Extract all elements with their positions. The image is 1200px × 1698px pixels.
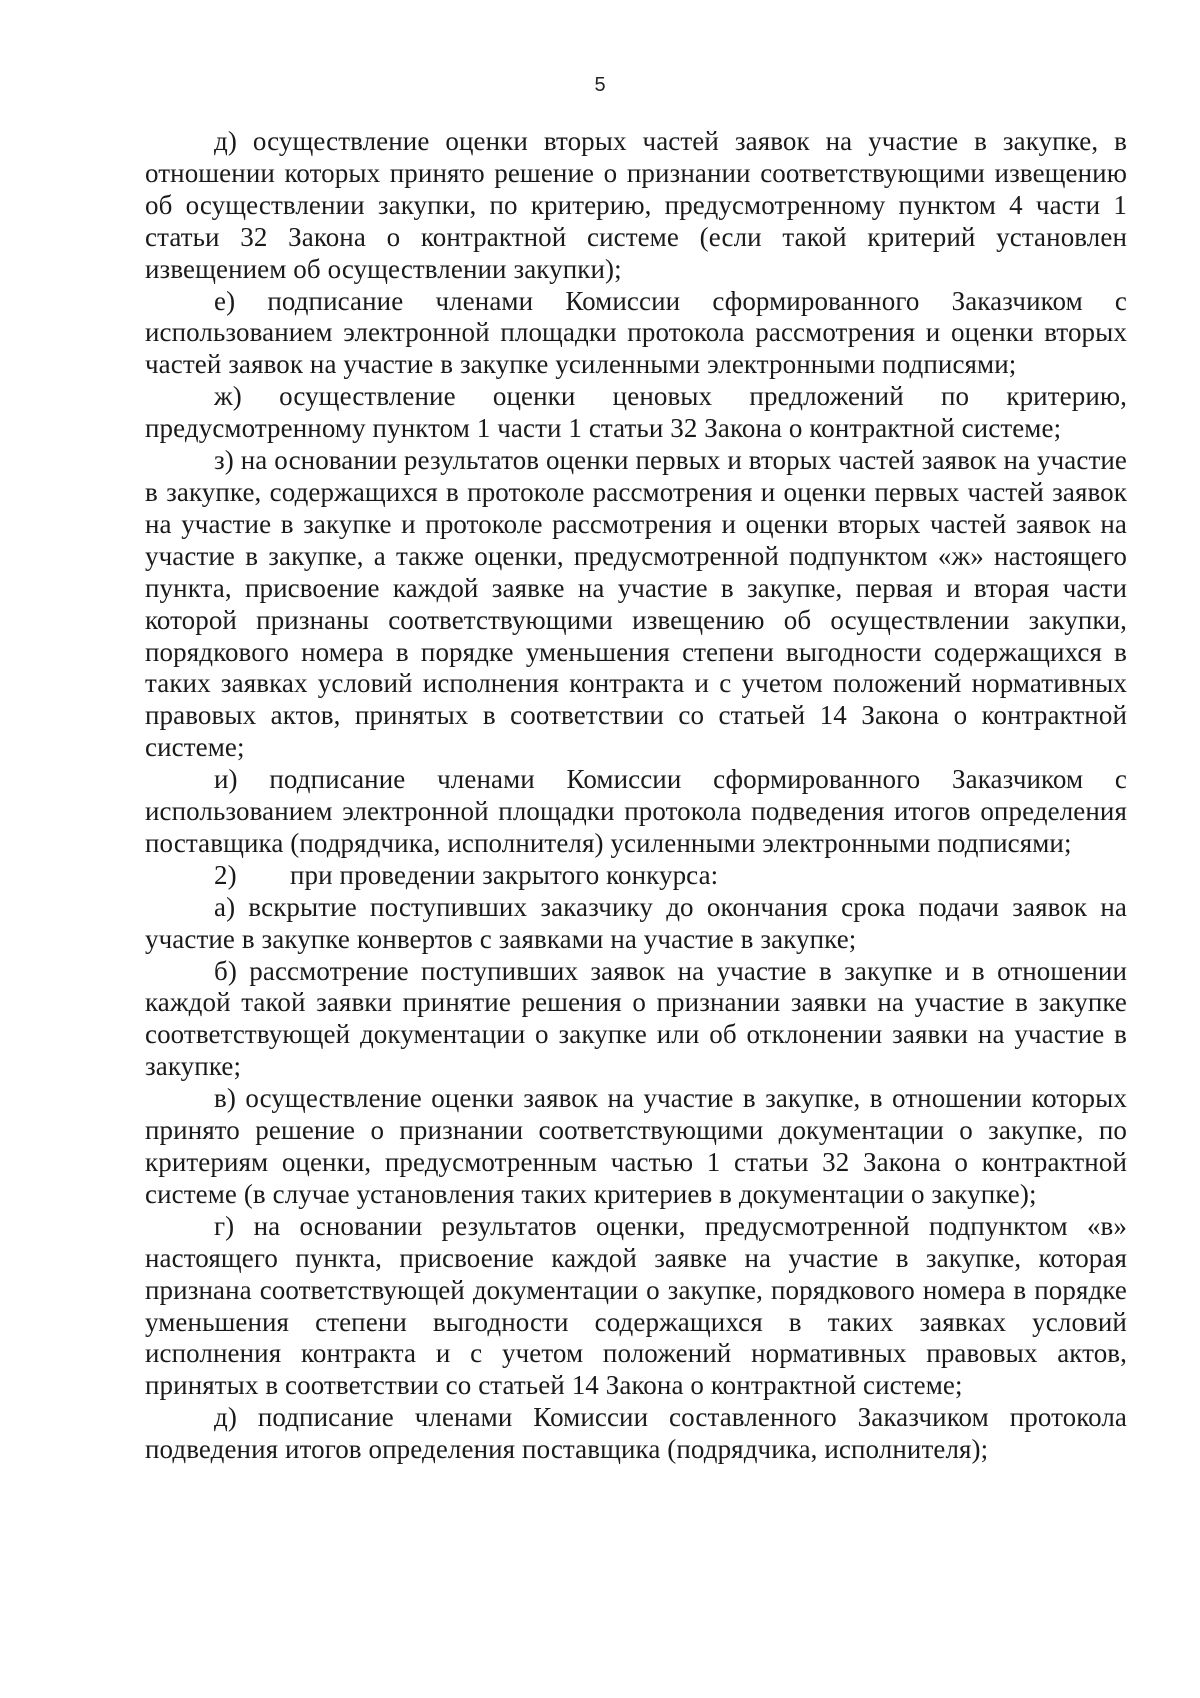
- paragraph-d-second-parts-evaluation: д) осуществление оценки вторых частей заявок на участие в закупке, в отношении которых принято решение о признании соответствующими извещению об осуществлении закупки, по критерию, предусмотренному пунктом 4 части 1 статьи 32 Закона о контрактной системе (если такой критерий установлен извещением об осуществлении закупки);: [145, 126, 1127, 284]
- paragraph-a-opening-envelopes: а) вскрытие поступивших заказчику до окончания срока подачи заявок на участие в закупке конвертов с заявками на участие в закупке;: [145, 891, 1127, 954]
- paragraph-d-signing-results-protocol: д) подписание членами Комиссии составленного Заказчиком протокола подведения итогов определения поставщика (подрядчика, исполнителя);: [145, 1402, 1127, 1465]
- paragraph-b-review-bids: б) рассмотрение поступивших заявок на участие в закупке и в отношении каждой такой заявки принятие решения о признании заявки на участие в закупке соответствующей документации о закупке или об отклонении заявки на участие в закупке;: [145, 955, 1127, 1082]
- paragraph-i-signing-results-protocol: и) подписание членами Комиссии сформированного Заказчиком с использованием электронной площадки протокола подведения итогов определения поставщика (подрядчика, исполнителя) усиленными электронными подписями;: [145, 764, 1127, 858]
- paragraph-e-signing-second-parts-protocol: е) подписание членами Комиссии сформированного Заказчиком с использованием электронной площадки протокола рассмотрения и оценки вторых частей заявок на участие в закупке усиленными электронными подписями;: [145, 285, 1127, 380]
- page-number: 5: [594, 74, 606, 96]
- paragraph-g-numbering-bids: г) на основании результатов оценки, предусмотренной подпунктом «в» настоящего пункта, присвоение каждой заявке на участие в закупке, которая признана соответствующей документации о закупке, порядкового номера в порядке уменьшения степени выгодности содержащихся в таких заявках условий исполнения контракта и с учетом положений нормативных правовых актов, принятых в соответствии со статьей 14 Закона о контрактной системе;: [145, 1210, 1127, 1401]
- item-2-closed-tender: [145, 860, 1127, 892]
- item-2-text: при проведении закрытого конкурса:: [290, 859, 719, 890]
- paragraph-v-evaluation-bids: в) осуществление оценки заявок на участие в закупке, в отношении которых принято решение о признании соответствующими документации о закупке, по критериям оценки, предусмотренным частью 1 статьи 32 Закона о контрактной системе (в случае установления таких критериев в документации о закупке);: [145, 1083, 1127, 1209]
- paragraph-zh-price-evaluation: ж) осуществление оценки ценовых предложений по критерию, предусмотренному пунктом 1 части 1 статьи 32 Закона о контрактной системе;: [145, 381, 1127, 444]
- item-2-number: 2): [214, 859, 237, 890]
- document-body: [145, 126, 1127, 1466]
- paragraph-z-numbering-bids: з) на основании результатов оценки первых и вторых частей заявок на участие в закупке, содержащихся в протоколе рассмотрения и оценки первых частей заявок на участие в закупке и протоколе рассмотрения и оценки вторых частей заявок на участие в закупке, а также оценки, предусмотренной подпунктом «ж» настоящего пункта, присвоение каждой заявке на участие в закупке, первая и вторая части которой признаны соответствующими извещению об осуществлении закупки, порядкового номера в порядке уменьшения степени выгодности содержащихся в таких заявках условий исполнения контракта и с учетом положений нормативных правовых актов, принятых в соответствии со статьей 14 Закона о контрактной системе;: [145, 445, 1127, 763]
